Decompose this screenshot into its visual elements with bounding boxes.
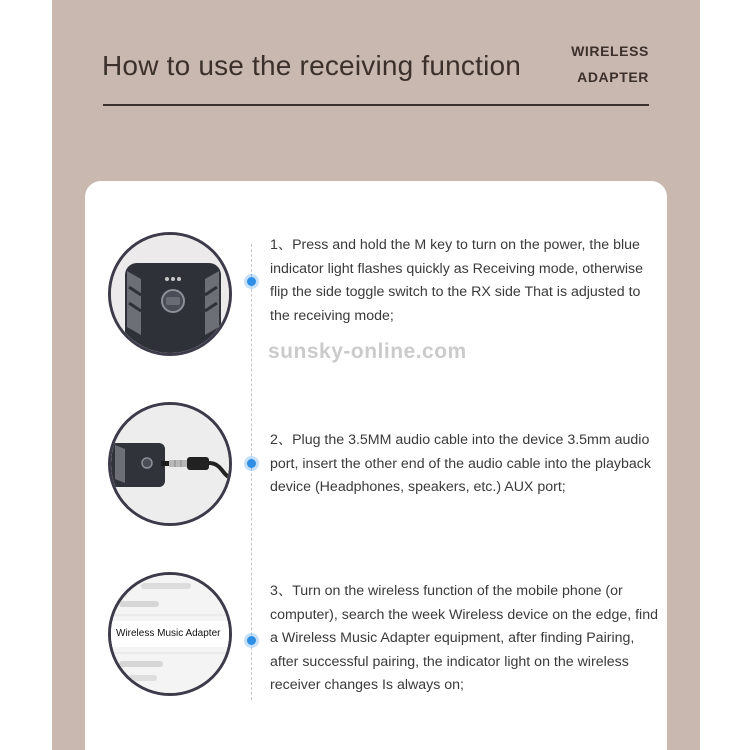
watermark: sunsky-online.com — [268, 340, 467, 363]
timeline-dot-2 — [247, 459, 256, 468]
step-2-text: 2、Plug the 3.5MM audio cable into the device 3.5mm audio port, insert the other end of the audio cable into the playback device (Headphones, speakers, etc.) AUX port; — [270, 432, 651, 495]
device-list-label: Wireless Music Adapter — [116, 628, 221, 639]
step-2-image — [108, 402, 232, 526]
brand-line-1: WIRELESS — [571, 43, 649, 59]
step-1-image — [108, 232, 232, 356]
brand-line-2: ADAPTER — [577, 69, 649, 85]
step-3-text: 3、Turn on the wireless function of the mobile phone (or computer), search the week Wireless device on the edge, find a Wireless Music Adapter equipment, after finding Pairing, after successful pairing, the indicator light on the wireless receiver changes Is always on; — [270, 583, 658, 693]
timeline-dot-1 — [247, 277, 256, 286]
title-divider — [103, 104, 649, 106]
timeline-dot-3 — [247, 636, 256, 645]
step-1-text: 1、Press and hold the M key to turn on the power, the blue indicator light flashes quickly as Receiving mode, otherwise flip the side toggle switch to the RX side That is adjusted to the receiving mode; — [270, 237, 643, 324]
device-power-button-icon — [111, 235, 229, 353]
timeline-line — [251, 244, 252, 700]
page-title: How to use the receiving function — [102, 50, 522, 81]
audio-cable-plug-icon — [111, 405, 229, 523]
step-3-image — [108, 572, 232, 696]
brand-label — [539, 38, 649, 90]
